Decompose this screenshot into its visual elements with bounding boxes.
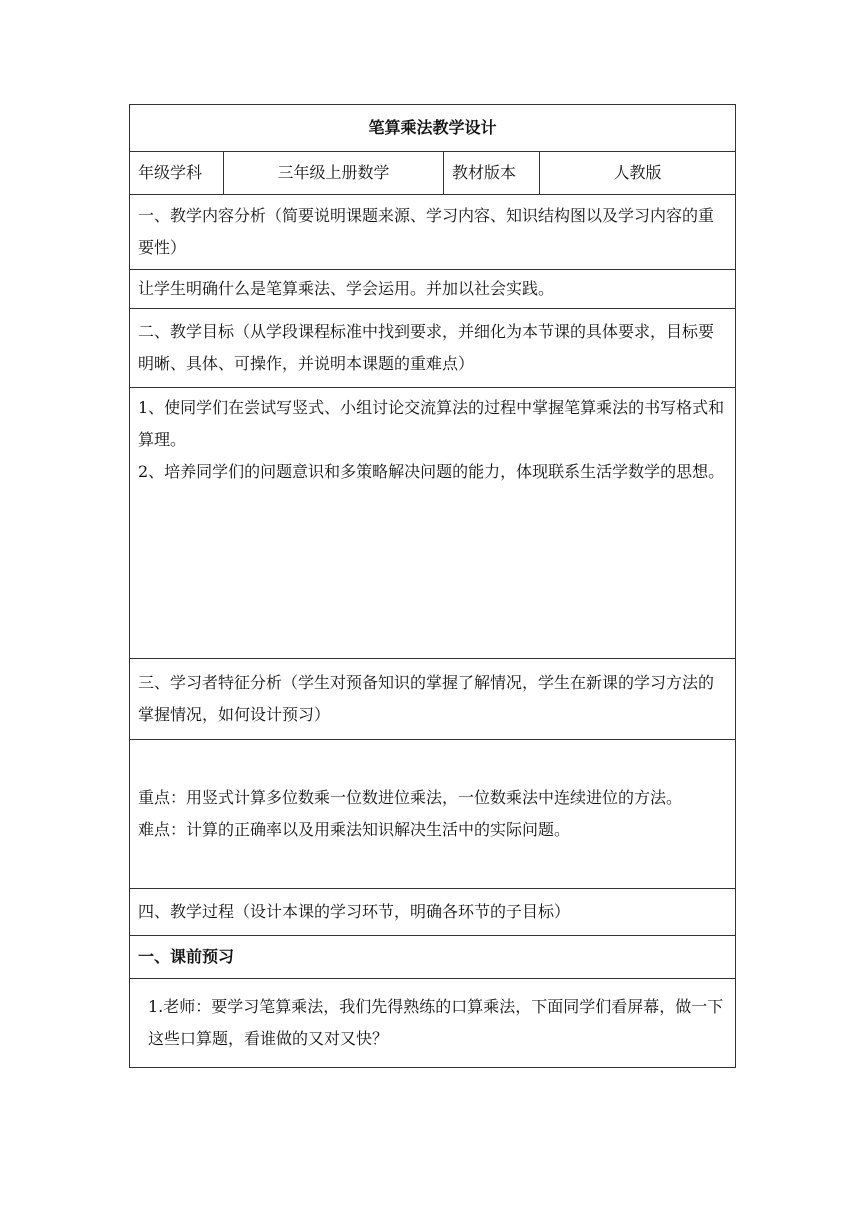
- section1-heading: 一、教学内容分析（简要说明课题来源、学习内容、知识结构图以及学习内容的重要性）: [130, 195, 736, 270]
- textbook-edition-label: 教材版本: [444, 152, 540, 195]
- lesson-plan-table: [129, 104, 736, 1068]
- info-row: [130, 152, 736, 195]
- section1-content: 让学生明确什么是笔算乘法、学会运用。并加以社会实践。: [130, 270, 736, 309]
- section4-heading: 四、教学过程（设计本课的学习环节，明确各环节的子目标）: [130, 889, 736, 936]
- grade-subject-label: 年级学科: [130, 152, 224, 195]
- goal-item-1: 1、使同学们在尝试写竖式、小组讨论交流算法的过程中掌握笔算乘法的书写格式和算理。: [138, 398, 725, 449]
- teacher-instruction: 1.老师：要学习笔算乘法，我们先得熟练的口算乘法，下面同学们看屏幕，做一下这些口算题，看谁做的又对又快？: [148, 997, 724, 1048]
- document-title: 笔算乘法教学设计: [130, 105, 736, 152]
- textbook-edition-value: 人教版: [540, 152, 736, 195]
- section3-heading: 三、学习者特征分析（学生对预备知识的掌握了解情况，学生在新课的学习方法的掌握情况，如何设计预习）: [130, 659, 736, 740]
- section2-goals: [130, 388, 736, 659]
- pre-study-heading: 一、课前预习: [130, 936, 736, 979]
- key-point: 重点：用竖式计算多位数乘一位数进位乘法，一位数乘法中连续进位的方法。: [138, 788, 683, 807]
- section2-heading: 二、教学目标（从学段课程标准中找到要求，并细化为本节课的具体要求，目标要明晰、具体、可操作，并说明本课题的重难点）: [130, 309, 736, 388]
- section3-content: [130, 740, 736, 889]
- goal-item-2: 2、培养同学们的问题意识和多策略解决问题的能力，体现联系生活学数学的思想。: [138, 462, 725, 481]
- grade-subject-value: 三年级上册数学: [224, 152, 444, 195]
- pre-study-item: [130, 979, 736, 1068]
- difficulty-point: 难点：计算的正确率以及用乘法知识解决生活中的实际问题。: [138, 820, 571, 839]
